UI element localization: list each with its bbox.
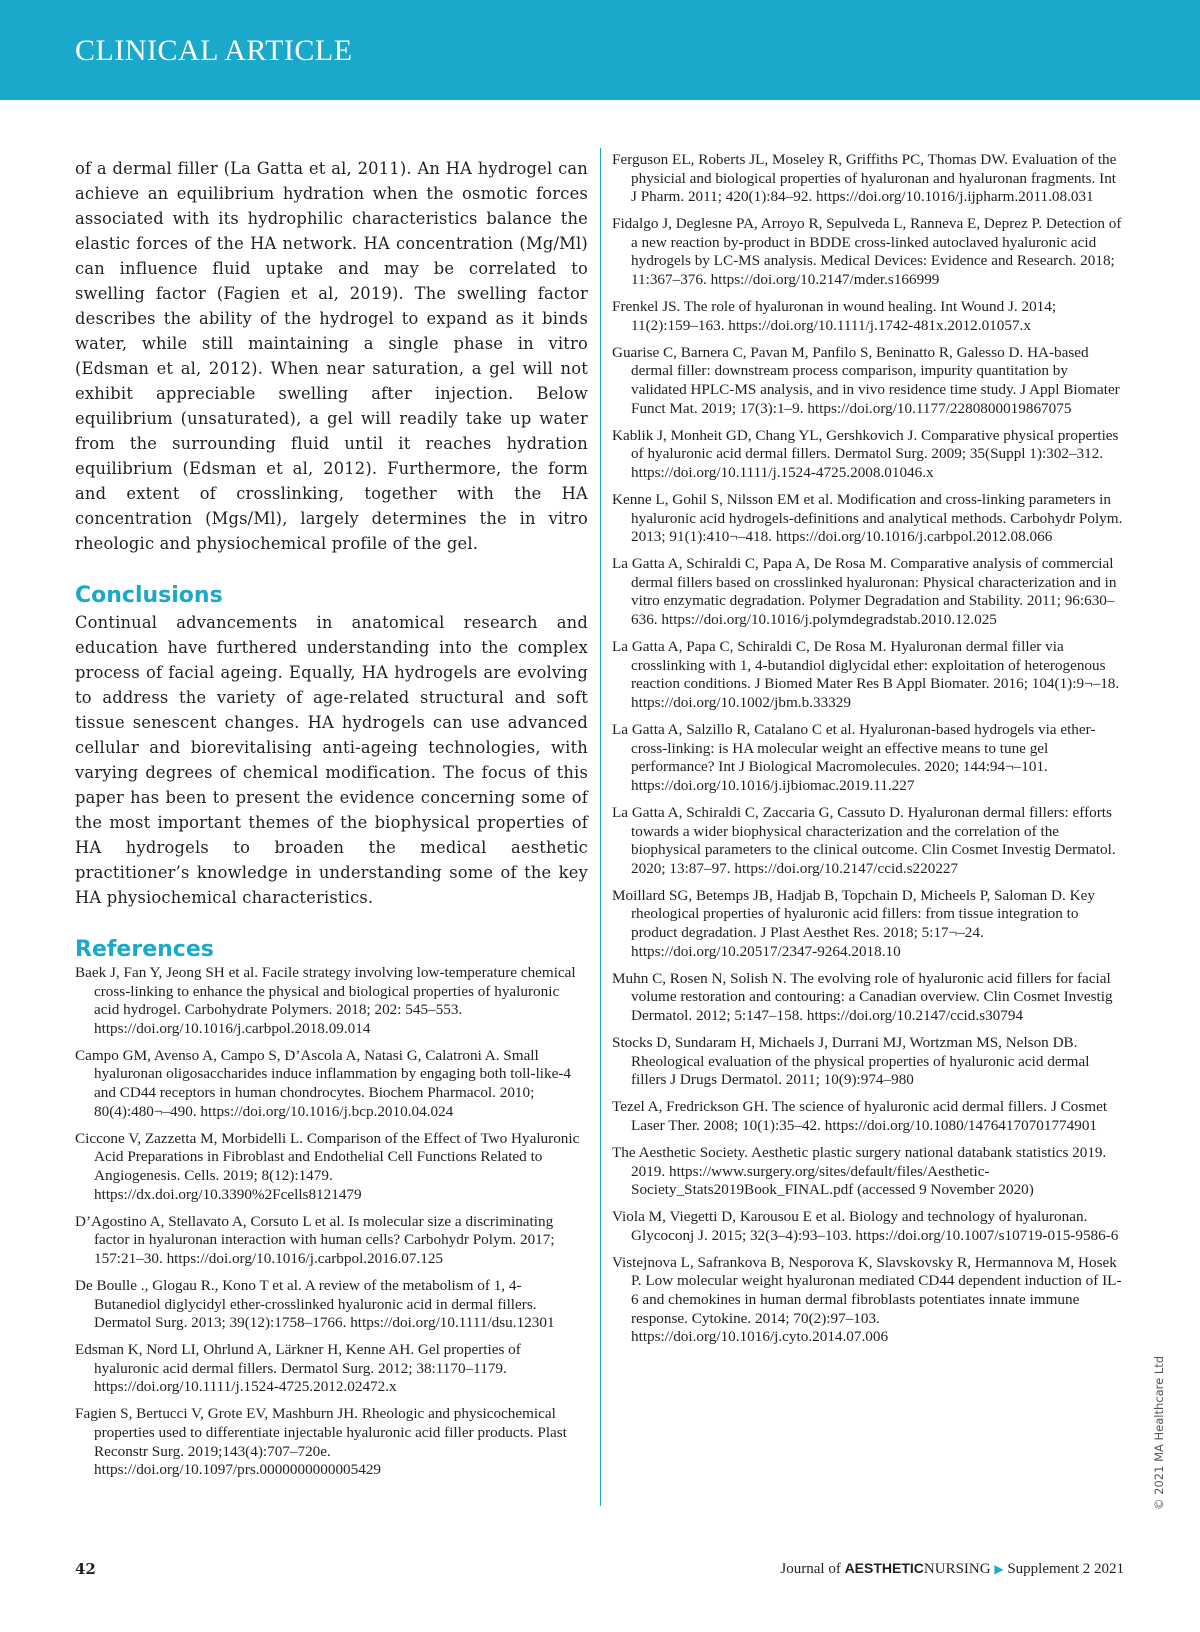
- reference-item: La Gatta A, Salzillo R, Catalano C et al. Hyaluronan-based hydrogels via ether-cross-linking: is HA molecular weight an effective means to tune gel performance? Int J Biological Macromolecules. 2020; 144:94¬–101. https://doi.org/10.1016/j.ijbiomac.2019.11.227: [612, 721, 1096, 794]
- reference-item: Edsman K, Nord LI, Ohrlund A, Lärkner H, Kenne AH. Gel properties of hyaluronic acid dermal fillers. Dermatol Surg. 2012; 38:1170–1179. https://doi.org/10.1111/j.1524-4725.2012.02472.x: [75, 1341, 521, 1396]
- journal-footer: [780, 1560, 1124, 1578]
- reference-item: Ferguson EL, Roberts JL, Moseley R, Griffiths PC, Thomas DW. Evaluation of the physicial and biological properties of hyaluronan and hyaluronan fragments. Int J Pharm. 2011; 420(1):84–92. https://doi.org/10.1016/j.ijpharm.2011.08.031: [612, 151, 1117, 206]
- page-number: 42: [75, 1560, 96, 1578]
- reference-item: Kenne L, Gohil S, Nilsson EM et al. Modification and cross-linking parameters in hyaluronic acid hydrogels-definitions and analytical methods. Carbohydr Polym. 2013; 91(1):410¬–418. https://doi.org/10.1016/j.carbpol.2012.08.066: [612, 491, 1123, 546]
- reference-item: Campo GM, Avenso A, Campo S, D’Ascola A, Natasi G, Calatroni A. Small hyaluronan oligosaccharides induce inflammation by engaging both toll-like-4 and CD44 receptors in human chondrocytes. Biochem Pharmacol. 2010; 80(4):480¬–490. https://doi.org/10.1016/j.bcp.2010.04.024: [75, 1046, 572, 1120]
- reference-item: D’Agostino A, Stellavato A, Corsuto L et al. Is molecular size a discriminating factor in hyaluronan interaction with human cells? Carbohydr Polym. 2017; 157:21–30. https://doi.org/10.1016/j.carbpol.2016.07.125: [75, 1212, 555, 1267]
- reference-item: Frenkel JS. The role of hyaluronan in wound healing. Int Wound J. 2014; 11(2):159–163. https://doi.org/10.1111/j.1742-481x.2012.01057.x: [612, 298, 1057, 334]
- reference-item: Tezel A, Fredrickson GH. The science of hyaluronic acid dermal fillers. J Cosmet Laser Ther. 2008; 10(1):35–42. https://doi.org/10.1080/14764170701774901: [612, 1098, 1108, 1134]
- references-list-left: [75, 964, 588, 1480]
- reference-item: Fagien S, Bertucci V, Grote EV, Mashburn JH. Rheologic and physicochemical properties used to differentiate injectable hyaluronic acid filler products. Plast Reconstr Surg. 2019;143(4):707–720e. https://doi.org/10.1097/prs.0000000000005429: [75, 1405, 567, 1479]
- reference-item: Guarise C, Barnera C, Pavan M, Panfilo S, Beninatto R, Galesso D. HA-based dermal filler: downstream process comparison, impurity quantitation by validated HPLC-MS analysis, and in vivo residence time study. J Appl Biomater Funct Mat. 2019; 17(3):1–9. https://doi.org/10.1177/2280800019867075: [612, 343, 1120, 417]
- reference-item: Vistejnova L, Safrankova B, Nesporova K, Slavskovsky R, Hermannova M, Hosek P. Low molecular weight hyaluronan mediated CD44 dependent induction of IL-6 and chemokines in human dermal fibroblasts potentiates innate immune response. Cytokine. 2014; 70(2):97–103. https://doi.org/10.1016/j.cyto.2014.07.006: [612, 1253, 1122, 1346]
- journal-name-suffix: NURSING: [923, 1561, 991, 1577]
- reference-item: Moillard SG, Betemps JB, Hadjab B, Topchain D, Micheels P, Saloman D. Key rheological properties of hyaluronic acid fillers: from tissue integration to product degradation. J Plast Aesthet Res. 2018; 5:17¬–24. https://doi.org/10.20517/2347-9264.2018.10: [612, 886, 1095, 960]
- journal-prefix: Journal of: [780, 1561, 841, 1577]
- reference-item: De Boulle ., Glogau R., Kono T et al. A review of the metabolism of 1, 4-Butanediol diglycidyl ether-crosslinked hyaluronic acid in dermal fillers. Dermatol Surg. 2013; 39(12):1758–1766. https://doi.org/10.1111/dsu.12301: [75, 1276, 555, 1332]
- reference-item: Kablik J, Monheit GD, Chang YL, Gershkovich J. Comparative physical properties of hyaluronic acid dermal fillers. Dermatol Surg. 2009; 35(Suppl 1):302–312. https://doi.org/10.1111/j.1524-4725.2008.01046.x: [612, 426, 1119, 481]
- left-column: [75, 156, 588, 1488]
- journal-name-bold: AESTHETIC: [844, 1560, 924, 1576]
- reference-item: La Gatta A, Schiraldi C, Papa A, De Rosa M. Comparative analysis of commercial dermal fillers based on crosslinked hyaluronan: Physical characterization and in vitro enzymatic degradation. Polymer Degradation and Stability. 2011; 96:630–636. https://doi.org/10.1016/j.polymdegradstab.2010.12.025: [612, 555, 1117, 629]
- conclusions-paragraph: Continual advancements in anatomical research and education have furthered understanding into the complex process of facial ageing. Equally, HA hydrogels are evolving to address the variety of age-related structural and soft tissue senescent changes. HA hydrogels can use advanced cellular and biorevitalising anti-ageing technologies, with varying degrees of chemical modification. The focus of this paper has been to present the evidence concerning some of the most important themes of the biophysical properties of HA hydrogels to broaden the medical aesthetic practitioner’s knowledge in understanding some of the key HA physiochemical characteristics.: [75, 613, 588, 907]
- references-list-right: [612, 151, 1124, 1355]
- reference-item: La Gatta A, Papa C, Schiraldi C, De Rosa M. Hyaluronan dermal filler via crosslinking with 1, 4-butandiol diglycidal ether: exploitation of heterogenous reaction conditions. J Biomed Mater Res B Appl Biomater. 2016; 104(1):9¬–18. https://doi.org/10.1002/jbm.b.33329: [612, 638, 1120, 711]
- reference-item: Baek J, Fan Y, Jeong SH et al. Facile strategy involving low-temperature chemical cross-linking to enhance the physical and biological properties of hyaluronic acid hydrogel. Carbohydrate Polymers. 2018; 202: 545–553. https://doi.org/10.1016/j.carbpol.2018.09.014: [75, 964, 576, 1037]
- references-heading: References: [75, 937, 214, 962]
- conclusions-heading: Conclusions: [75, 583, 223, 608]
- intro-paragraph: of a dermal filler (La Gatta et al, 2011). An HA hydrogel can achieve an equilibrium hydration when the osmotic forces associated with its hydrophilic characteristics balance the elastic forces of the HA network. HA concentration (Mg/Ml) can influence fluid uptake and may be correlated to swelling factor (Fagien et al, 2019). The swelling factor describes the ability of the hydrogel to expand as it binds water, while still maintaining a single phase in vitro (Edsman et al, 2012). When near saturation, a gel will not exhibit appreciable swelling after injection. Below equilibrium (unsaturated), a gel will readily take up water from the surrounding fluid until it reaches hydration equilibrium (Edsman et al, 2012). Furthermore, the form and extent of crosslinking, together with the HA concentration (Mgs/Ml), largely determines the in vitro rheologic and physiochemical profile of the gel.: [75, 159, 588, 553]
- column-divider: [600, 148, 601, 1506]
- arrow-right-icon: ▶: [994, 1562, 1004, 1576]
- reference-item: The Aesthetic Society. Aesthetic plastic surgery national databank statistics 2019. 2019. https://www.surgery.org/sites/default/files/Aesthetic-Society_Stats2019Book_FINAL.pdf (accessed 9 November 2020): [612, 1143, 1107, 1199]
- reference-item: Stocks D, Sundaram H, Michaels J, Durrani MJ, Wortzman MS, Nelson DB. Rheological evaluation of the physical properties of hyaluronic acid dermal fillers J Drugs Dermatol. 2011; 10(9):974–980: [612, 1033, 1090, 1089]
- reference-item: Fidalgo J, Deglesne PA, Arroyo R, Sepulveda L, Ranneva E, Deprez P. Detection of a new reaction by-product in BDDE cross-linked autoclaved hyaluronic acid hydrogels by LC-MS analysis. Medical Devices: Evidence and Research. 2018; 11:367–376. https://doi.org/10.2147/mder.s166999: [612, 215, 1122, 289]
- section-label: CLINICAL ARTICLE: [75, 34, 353, 67]
- header-bar: [0, 0, 1200, 100]
- reference-item: Ciccone V, Zazzetta M, Morbidelli L. Comparison of the Effect of Two Hyaluronic Acid Preparations in Fibroblast and Endothelial Cell Functions Related to Angiogenesis. Cells. 2019; 8(12):1479. https://dx.doi.org/10.3390%2Fcells8121479: [75, 1129, 580, 1203]
- reference-item: Muhn C, Rosen N, Solish N. The evolving role of hyaluronic acid fillers for facial volume restoration and contouring: a Canadian overview. Clin Cosmet Investig Dermatol. 2012; 5:147–158. https://doi.org/10.2147/ccid.s30794: [612, 969, 1113, 1024]
- copyright-notice: © 2021 MA Healthcare Ltd: [1152, 1355, 1166, 1510]
- reference-item: Viola M, Viegetti D, Karousou E et al. Biology and technology of hyaluronan. Glycoconj J. 2015; 32(3–4):93–103. https://doi.org/10.1007/s10719-015-9586-6: [612, 1208, 1119, 1244]
- reference-item: La Gatta A, Schiraldi C, Zaccaria G, Cassuto D. Hyaluronan dermal fillers: efforts towards a wider biophysical characterization and the correlation of the biophysical parameters to the clinical outcome. Clin Cosmet Investig Dermatol. 2020; 13:87–97. https://doi.org/10.2147/ccid.s220227: [612, 803, 1116, 877]
- issue-label: Supplement 2 2021: [1007, 1561, 1124, 1577]
